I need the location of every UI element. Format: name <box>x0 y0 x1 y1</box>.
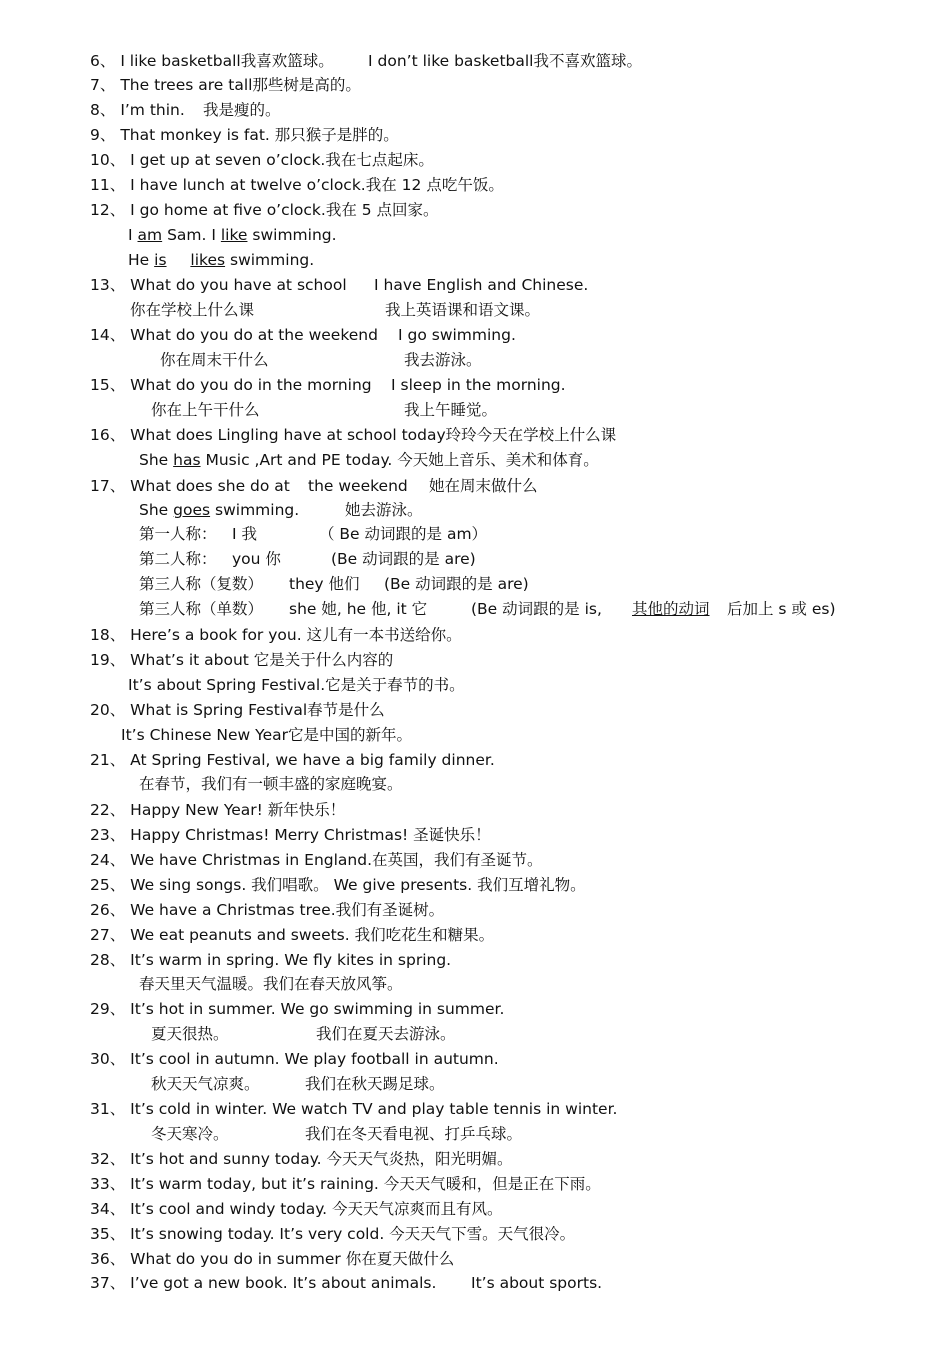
item-text: I’m thin. <box>120 101 185 119</box>
item-text: It’s warm in spring. We fly kites in spring. <box>130 951 452 969</box>
pronoun: you 你 <box>232 550 281 568</box>
item-number: 19、 <box>90 651 126 669</box>
answer-20 <box>121 725 412 745</box>
text: It’s about Spring Festival.它是关于春节的书。 <box>128 676 465 694</box>
item-text: What’s it about 它是关于什么内容的 <box>130 651 394 669</box>
item-text: What do you do in the morning <box>130 376 372 394</box>
item-20 <box>90 700 385 720</box>
item-text: It’s hot and sunny today. 今天天气炎热，阳光明媚。 <box>130 1150 513 1168</box>
item-28 <box>90 950 451 970</box>
text: Music ,Art and PE today. 今天她上音乐、美术和体育。 <box>205 451 599 469</box>
item-number: 32、 <box>90 1150 126 1168</box>
item-7 <box>90 75 361 95</box>
item-number: 30、 <box>90 1050 126 1068</box>
text: swimming. <box>230 251 315 269</box>
item-35 <box>90 1224 575 1244</box>
item-text: What does Lingling have at school today玲玲今天在学校上什么课 <box>130 426 617 444</box>
be-verb: （ Be 动词跟的是 am） <box>319 525 488 543</box>
underlined-like: like <box>220 226 248 244</box>
answer-19 <box>128 675 465 695</box>
item-25 <box>90 875 586 895</box>
be-verb: (Be 动词跟的是 is, <box>471 600 602 618</box>
item-number: 28、 <box>90 951 126 969</box>
translation-15 <box>151 400 498 420</box>
item-number: 10、 <box>90 151 126 169</box>
text: 你在上午干什么 <box>151 401 260 419</box>
item-text-2: I go swimming. <box>398 326 516 344</box>
item-text: At Spring Festival, we have a big family dinner. <box>130 751 495 769</box>
item-number: 22、 <box>90 801 126 819</box>
item-text: The trees are tall那些树是高的。 <box>120 76 361 94</box>
item-text: We have a Christmas tree.我们有圣诞树。 <box>130 901 445 919</box>
item-number: 21、 <box>90 751 126 769</box>
word-she: She <box>139 451 169 469</box>
text: 秋天天气凉爽。 <box>151 1075 260 1093</box>
item-text-2: I don’t like basketball我不喜欢篮球。 <box>368 52 642 70</box>
label: 第三人称（单数） <box>139 600 264 618</box>
item-text: We eat peanuts and sweets. 我们吃花生和糖果。 <box>130 926 495 944</box>
item-text: What do you have at school <box>130 276 347 294</box>
third-person-singular-row <box>139 599 836 619</box>
text: 在春节，我们有一顿丰盛的家庭晚宴。 <box>139 775 403 793</box>
item-number: 25、 <box>90 876 126 894</box>
item-number: 9、 <box>90 126 116 144</box>
item-text-2: 我是瘦的。 <box>203 101 281 119</box>
text: 你在学校上什么课 <box>130 301 255 319</box>
item-19 <box>90 650 393 670</box>
example-line-1 <box>128 225 337 245</box>
item-text-3: 她在周末做什么 <box>429 477 538 495</box>
item-17 <box>90 476 538 496</box>
text-2: 我上午睡觉。 <box>404 401 498 419</box>
translation-14 <box>160 350 482 370</box>
item-number: 20、 <box>90 701 126 719</box>
item-text: I get up at seven o’clock.我在七点起床。 <box>130 151 434 169</box>
item-12 <box>90 200 439 220</box>
item-number: 26、 <box>90 901 126 919</box>
item-text-2: I sleep in the morning. <box>391 376 566 394</box>
item-text: I have lunch at twelve o’clock.我在 12 点吃午饭。 <box>130 176 504 194</box>
third-person-plural-row <box>139 574 529 594</box>
item-number: 12、 <box>90 201 126 219</box>
item-24 <box>90 850 543 870</box>
translation-13 <box>130 300 541 320</box>
answer-16 <box>139 450 599 470</box>
suffix-note: 后加上 s 或 es) <box>727 600 836 618</box>
item-text: We have Christmas in England.在英国，我们有圣诞节。 <box>130 851 543 869</box>
item-16 <box>90 425 616 445</box>
item-number: 7、 <box>90 76 116 94</box>
item-number: 33、 <box>90 1175 126 1193</box>
text: swimming. <box>215 501 300 519</box>
text-2: 我去游泳。 <box>404 351 482 369</box>
text-cn: 她去游泳。 <box>345 501 423 519</box>
item-22 <box>90 800 345 820</box>
item-text: Happy New Year! 新年快乐！ <box>130 801 346 819</box>
item-number: 13、 <box>90 276 126 294</box>
item-text: I like basketball我喜欢篮球。 <box>120 52 334 70</box>
item-number: 24、 <box>90 851 126 869</box>
text-2: 我们在冬天看电视、打乒乓球。 <box>305 1125 523 1143</box>
item-21 <box>90 750 495 770</box>
text: Sam. I <box>167 226 216 244</box>
item-text: What do you do at the weekend <box>130 326 378 344</box>
item-number: 17、 <box>90 477 126 495</box>
item-number: 34、 <box>90 1200 126 1218</box>
item-text-2: the weekend <box>308 477 408 495</box>
item-number: 14、 <box>90 326 126 344</box>
item-number: 37、 <box>90 1274 126 1292</box>
first-person-row <box>139 524 488 544</box>
item-number: 31、 <box>90 1100 126 1118</box>
text: 春天里天气温暖。我们在春天放风筝。 <box>139 975 403 993</box>
item-text: I’ve got a new book. It’s about animals. <box>130 1274 437 1292</box>
item-34 <box>90 1199 503 1219</box>
item-number: 23、 <box>90 826 126 844</box>
item-26 <box>90 900 444 920</box>
item-text: What is Spring Festival春节是什么 <box>130 701 385 719</box>
text: 夏天很热。 <box>151 1025 229 1043</box>
be-verb: (Be 动词跟的是 are) <box>331 550 476 568</box>
underlined-other-verbs: 其他的动词 <box>632 600 710 618</box>
translation-29 <box>151 1024 456 1044</box>
item-29 <box>90 999 504 1019</box>
item-36 <box>90 1249 454 1269</box>
underlined-goes: goes <box>173 501 211 519</box>
translation-30 <box>151 1074 445 1094</box>
label: 第二人称： <box>139 550 217 568</box>
translation-31 <box>151 1124 523 1144</box>
item-6 <box>90 51 642 71</box>
item-text: Here’s a book for you. 这儿有一本书送给你。 <box>130 626 462 644</box>
item-number: 8、 <box>90 101 116 119</box>
item-37 <box>90 1273 603 1293</box>
item-9 <box>90 125 399 145</box>
underlined-likes: likes <box>190 251 226 269</box>
text-2: 我们在秋天踢足球。 <box>305 1075 445 1093</box>
item-30 <box>90 1049 499 1069</box>
item-10 <box>90 150 434 170</box>
item-11 <box>90 175 504 195</box>
item-text: It’s hot in summer. We go swimming in summer. <box>130 1000 505 1018</box>
second-person-row <box>139 549 476 569</box>
item-32 <box>90 1149 513 1169</box>
underlined-has: has <box>173 451 201 469</box>
item-number: 16、 <box>90 426 126 444</box>
text: It’s Chinese New Year它是中国的新年。 <box>121 726 412 744</box>
item-number: 35、 <box>90 1225 126 1243</box>
item-number: 36、 <box>90 1250 126 1268</box>
item-text: It’s snowing today. It’s very cold. 今天天气下雪。天气很冷。 <box>130 1225 576 1243</box>
word-i: I <box>128 226 133 244</box>
translation-28 <box>139 974 403 994</box>
item-number: 15、 <box>90 376 126 394</box>
text-2: 我上英语课和语文课。 <box>385 301 541 319</box>
pronoun: they 他们 <box>289 575 360 593</box>
label: 第三人称（复数） <box>139 575 264 593</box>
item-number: 27、 <box>90 926 126 944</box>
item-number: 11、 <box>90 176 126 194</box>
item-text: It’s warm today, but it’s raining. 今天天气暖和，但是正在下雨。 <box>130 1175 601 1193</box>
item-15 <box>90 375 566 395</box>
word-he: He <box>128 251 150 269</box>
item-27 <box>90 925 494 945</box>
translation-21 <box>139 774 403 794</box>
item-text-2: It’s about sports. <box>471 1274 603 1292</box>
item-text: What do you do in summer 你在夏天做什么 <box>130 1250 455 1268</box>
be-verb: (Be 动词跟的是 are) <box>384 575 529 593</box>
pronoun: I 我 <box>232 525 257 543</box>
text-2: 我们在夏天去游泳。 <box>316 1025 456 1043</box>
item-number: 18、 <box>90 626 126 644</box>
item-text: That monkey is fat. 那只猴子是胖的。 <box>120 126 399 144</box>
underlined-is: is <box>154 251 167 269</box>
item-23 <box>90 825 491 845</box>
item-text: What does she do at <box>130 477 290 495</box>
item-text: It’s cold in winter. We watch TV and play table tennis in winter. <box>130 1100 618 1118</box>
item-text: Happy Christmas! Merry Christmas! 圣诞快乐！ <box>130 826 491 844</box>
item-number: 29、 <box>90 1000 126 1018</box>
item-18 <box>90 625 462 645</box>
item-31 <box>90 1099 617 1119</box>
item-14 <box>90 325 516 345</box>
item-text: We sing songs. 我们唱歌。 We give presents. 我们互增礼物。 <box>130 876 586 894</box>
example-line-2 <box>128 250 314 270</box>
word-she: She <box>139 501 169 519</box>
item-33 <box>90 1174 601 1194</box>
text: 你在周末干什么 <box>160 351 269 369</box>
item-text: I go home at five o’clock.我在 5 点回家。 <box>130 201 439 219</box>
item-text-2: I have English and Chinese. <box>374 276 589 294</box>
answer-17 <box>139 500 423 520</box>
item-13 <box>90 275 589 295</box>
item-number: 6、 <box>90 52 116 70</box>
text: swimming. <box>252 226 337 244</box>
item-text: It’s cool in autumn. We play football in autumn. <box>130 1050 499 1068</box>
text: 冬天寒冷。 <box>151 1125 229 1143</box>
pronoun: she 她, he 他, it 它 <box>289 600 428 618</box>
item-text: It’s cool and windy today. 今天天气凉爽而且有风。 <box>130 1200 503 1218</box>
item-8 <box>90 100 281 120</box>
label: 第一人称： <box>139 525 217 543</box>
underlined-am: am <box>137 226 163 244</box>
